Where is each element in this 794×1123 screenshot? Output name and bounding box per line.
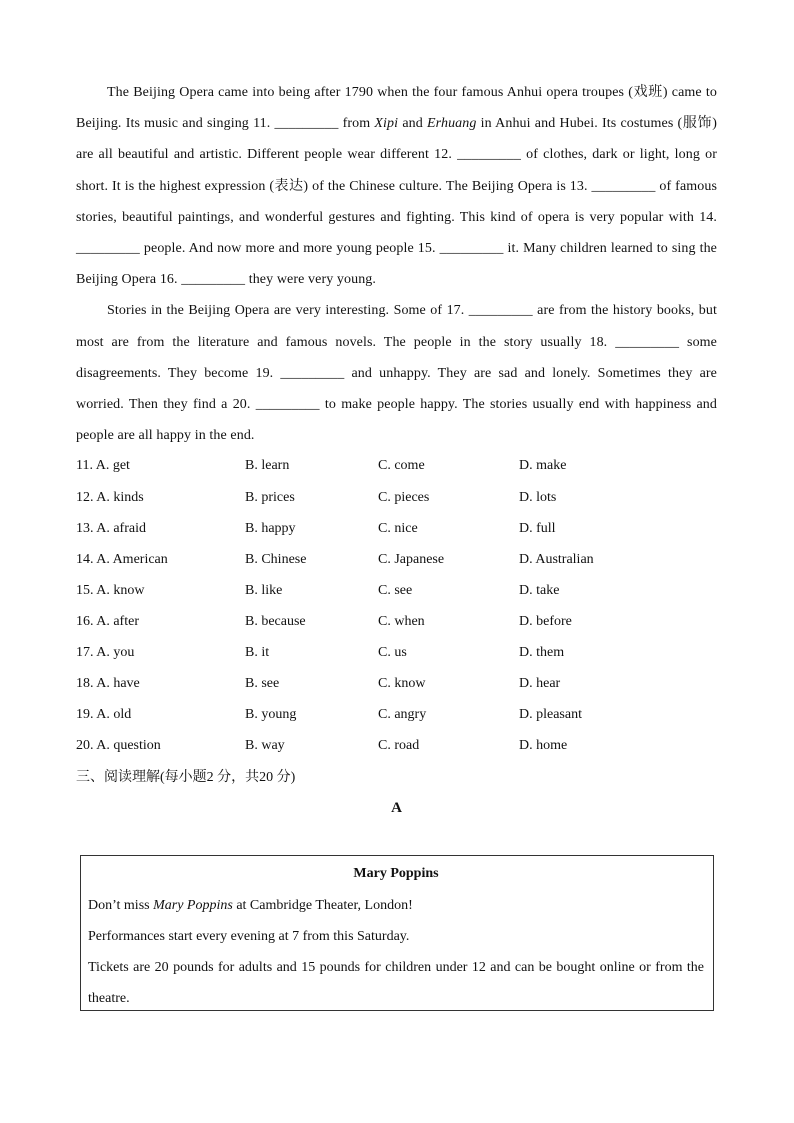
option-b: B. learn [245,458,290,474]
passage-text: in Anhui and Hubei. Its costumes (服饰) are all beautiful and artistic. Different people wear different 12. _________ of clothes, dark or light, long or short. It is the highest expression (表达) of the Chinese culture. The Beijing Opera is 13. _________ of famous stories, beautiful paintings, and wonderful gestures and fighting. This kind of opera is very popular with 14. _________ people. And now more and more young people 15. _________ it. Many children learned to sing the Beijing Opera 16. _________ they were very young. [76,116,717,288]
option-a: 17. A. you [76,645,135,660]
option-c: C. road [378,738,420,754]
option-d: D. lots [519,489,557,505]
option-c: C. see [378,582,413,598]
part-letter: A [391,800,402,817]
option-c: C. come [378,458,425,474]
option-row [76,669,717,700]
option-a: 20. A. question [76,738,161,754]
option-row [76,576,717,607]
option-row [76,731,717,762]
option-row [76,514,717,545]
option-d: D. full [519,520,556,536]
option-b: B. happy [245,520,296,536]
option-c: C. know [378,676,426,692]
option-b: B. way [245,738,285,754]
option-d: D. pleasant [519,707,582,723]
passage-paragraph-1 [76,77,717,295]
ad-text: Don’t miss [88,898,154,913]
option-d: D. Australian [519,551,594,567]
ad-text: at Cambridge Theater, London! [232,898,413,913]
option-d: D. them [519,645,565,660]
option-a: 16. A. after [76,613,139,629]
option-row [76,545,717,576]
passage-italic-erhuang: Erhuang [427,116,477,132]
option-b: B. prices [245,489,295,505]
option-a: 11. A. get [76,458,130,474]
option-d: D. hear [519,676,561,692]
document-page [76,77,717,824]
option-b: B. young [245,707,297,723]
option-row [76,700,717,731]
option-c: C. angry [378,707,427,723]
section-heading: 三、阅读理解(每小题2 分，共20 分) [76,770,296,786]
option-a: 14. A. American [76,551,168,567]
option-d: D. take [519,582,560,598]
passage-text: and [398,116,428,132]
option-d: D. make [519,458,567,474]
option-b: B. because [245,613,306,629]
option-c: C. when [378,613,425,629]
option-a: 19. A. old [76,707,132,723]
passage-italic-xipi: Xipi [374,116,399,132]
option-d: D. before [519,613,572,629]
ad-line-3: Tickets are 20 pounds for adults and 15 pounds for children under 12 and can be bought online or from the theatre. [88,960,704,1006]
option-a: 18. A. have [76,676,140,692]
option-d: D. home [519,738,568,754]
passage-text: The Beijing Opera came into being after 1790 when the four famous Anhui opera troupes (戏班) came to Beijing. Its music and singing 11. _________ from [76,85,717,132]
option-row [76,607,717,638]
option-a: 12. A. kinds [76,489,144,505]
option-b: B. Chinese [245,551,307,567]
option-b: B. it [245,645,270,660]
option-row [76,451,717,482]
passage-paragraph-2: Stories in the Beijing Opera are very interesting. Some of 17. _________ are from the history books, but most are from the literature and famous novels. The people in the story usually 18. _________ some disagreements. They become 19. _________ and unhappy. They are sad and lonely. Sometimes they are worried. Then they find a 20. _________ to make people happy. The stories usually end with happiness and people are all happy in the end. [76,303,717,444]
option-a: 13. A. afraid [76,520,146,536]
option-a: 15. A. know [76,582,145,598]
option-row [76,638,717,669]
ad-line-1 [88,890,704,921]
ad-show-title: Mary Poppins [153,898,233,913]
ad-box [80,855,714,1011]
option-c: C. nice [378,520,418,536]
options-list [76,451,717,762]
ad-line-2: Performances start every evening at 7 from this Saturday. [88,929,410,944]
option-row [76,483,717,514]
option-c: C. us [378,645,407,660]
ad-title: Mary Poppins [353,866,439,881]
option-c: C. Japanese [378,551,445,567]
option-b: B. like [245,582,283,598]
option-c: C. pieces [378,489,430,505]
option-b: B. see [245,676,280,692]
